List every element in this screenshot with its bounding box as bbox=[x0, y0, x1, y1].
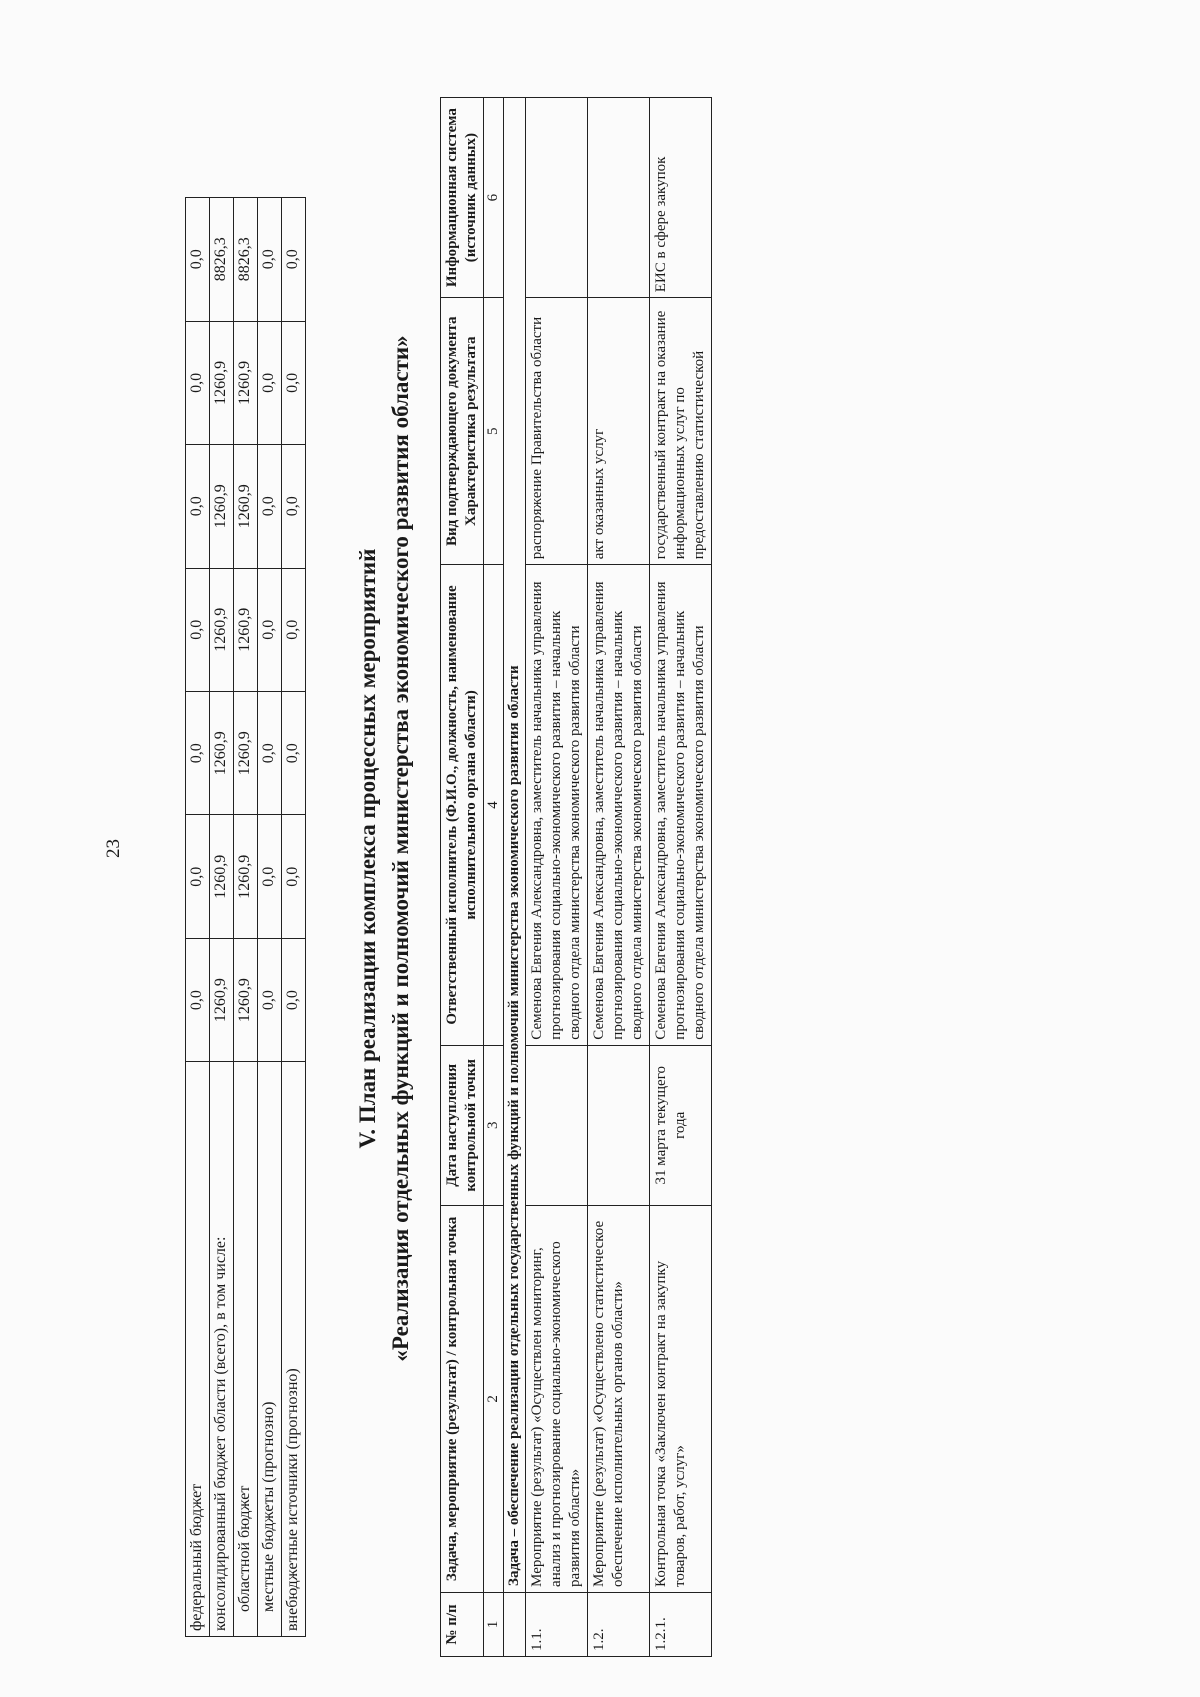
row-task: Мероприятие (результат) «Осуществлен мониторинг, анализ и прогнозирование социально-экономического развития области» bbox=[526, 1205, 588, 1592]
budget-cell: 0,0 bbox=[258, 938, 282, 1061]
header-num: № п/п bbox=[441, 1592, 484, 1656]
budget-cell: 1260,9 bbox=[234, 691, 258, 814]
budget-total-cell: 0,0 bbox=[186, 198, 210, 322]
table-row bbox=[186, 198, 210, 1637]
row-date bbox=[588, 1045, 650, 1205]
row-system bbox=[526, 98, 588, 298]
table-row bbox=[210, 198, 234, 1637]
budget-cell: 0,0 bbox=[186, 445, 210, 568]
budget-cell: 0,0 bbox=[186, 938, 210, 1061]
budget-row-label: местные бюджеты (прогнозно) bbox=[258, 1062, 282, 1637]
page-number: 23 bbox=[103, 839, 124, 858]
row-system bbox=[588, 98, 650, 298]
budget-table bbox=[185, 197, 306, 1637]
budget-total-cell: 0,0 bbox=[282, 198, 306, 322]
row-executor: Семенова Евгения Александровна, заместитель начальника управления прогнозирования социально-экономического развития – начальник сводного отдела министерства экономического развития области bbox=[526, 565, 588, 1046]
budget-cell: 0,0 bbox=[258, 815, 282, 938]
budget-cell: 1260,9 bbox=[210, 321, 234, 444]
column-number: 5 bbox=[484, 298, 504, 565]
row-executor: Семенова Евгения Александровна, заместитель начальника управления прогнозирования социально-экономического развития – начальник сводного отдела министерства экономического развития области bbox=[588, 565, 650, 1046]
budget-cell: 0,0 bbox=[282, 815, 306, 938]
budget-cell: 1260,9 bbox=[210, 568, 234, 691]
header-document: Вид подтверждающего документа Характеристика результата bbox=[441, 298, 484, 565]
budget-cell: 0,0 bbox=[282, 938, 306, 1061]
column-number: 3 bbox=[484, 1045, 504, 1205]
budget-cell: 1260,9 bbox=[210, 815, 234, 938]
row-date bbox=[526, 1045, 588, 1205]
budget-row-label: консолидированный бюджет области (всего), в том числе: bbox=[210, 1062, 234, 1637]
budget-cell: 1260,9 bbox=[234, 815, 258, 938]
plan-table bbox=[440, 97, 712, 1657]
budget-cell: 1260,9 bbox=[234, 938, 258, 1061]
section-subtitle: «Реализация отдельных функций и полномочий министерства экономического развития области» bbox=[388, 335, 413, 1362]
budget-cell: 0,0 bbox=[258, 568, 282, 691]
row-system: ЕИС в сфере закупок bbox=[650, 98, 712, 298]
column-number: 6 bbox=[484, 98, 504, 298]
budget-cell: 1260,9 bbox=[210, 691, 234, 814]
budget-cell: 0,0 bbox=[282, 321, 306, 444]
budget-total-cell: 8826,3 bbox=[210, 198, 234, 322]
column-number-row bbox=[484, 98, 504, 1657]
budget-cell: 0,0 bbox=[258, 691, 282, 814]
row-document: государственный контракт на оказание информационных услуг по предоставлению статистической bbox=[650, 298, 712, 565]
table-row bbox=[234, 198, 258, 1637]
budget-cell: 0,0 bbox=[282, 568, 306, 691]
budget-cell: 0,0 bbox=[258, 445, 282, 568]
budget-cell: 0,0 bbox=[186, 321, 210, 444]
budget-row-label: федеральный бюджет bbox=[186, 1062, 210, 1637]
budget-row-label: внебюджетные источники (прогнозно) bbox=[282, 1062, 306, 1637]
budget-cell: 0,0 bbox=[282, 445, 306, 568]
budget-cell: 0,0 bbox=[258, 321, 282, 444]
task-heading: Задача – обеспечение реализации отдельных государственных функций и полномочий министерства экономического развития области bbox=[504, 98, 526, 1593]
row-document: акт оказанных услуг bbox=[588, 298, 650, 565]
budget-cell: 1260,9 bbox=[234, 568, 258, 691]
task-row bbox=[504, 98, 526, 1657]
row-num: 1.2.1. bbox=[650, 1592, 712, 1656]
row-num: 1.1. bbox=[526, 1592, 588, 1656]
table-row bbox=[650, 98, 712, 1657]
row-task: Мероприятие (результат) «Осуществлено статистическое обеспечение исполнительных органов области» bbox=[588, 1205, 650, 1592]
row-task: Контрольная точка «Заключен контракт на закупку товаров, работ, услуг» bbox=[650, 1205, 712, 1592]
task-row-spacer bbox=[504, 1592, 526, 1656]
row-executor: Семенова Евгения Александровна, заместитель начальника управления прогнозирования социально-экономического развития – начальник сводного отдела министерства экономического развития области bbox=[650, 565, 712, 1046]
budget-total-cell: 8826,3 bbox=[234, 198, 258, 322]
row-document: распоряжение Правительства области bbox=[526, 298, 588, 565]
table-row bbox=[588, 98, 650, 1657]
budget-cell: 1260,9 bbox=[210, 938, 234, 1061]
budget-cell: 1260,9 bbox=[234, 445, 258, 568]
table-row bbox=[258, 198, 282, 1637]
column-number: 1 bbox=[484, 1592, 504, 1656]
budget-row-label: областной бюджет bbox=[234, 1062, 258, 1637]
header-executor: Ответственный исполнитель (Ф.И.О., должность, наименование исполнительного органа области) bbox=[441, 565, 484, 1046]
budget-cell: 0,0 bbox=[282, 691, 306, 814]
column-number: 4 bbox=[484, 565, 504, 1046]
budget-cell: 0,0 bbox=[186, 815, 210, 938]
budget-cell: 1260,9 bbox=[234, 321, 258, 444]
table-row bbox=[526, 98, 588, 1657]
header-system: Информационная система (источник данных) bbox=[441, 98, 484, 298]
row-num: 1.2. bbox=[588, 1592, 650, 1656]
section-title: V. План реализации комплекса процессных мероприятий bbox=[355, 548, 380, 1149]
budget-cell: 0,0 bbox=[186, 691, 210, 814]
budget-cell: 0,0 bbox=[186, 568, 210, 691]
row-date: 31 марта текущего года bbox=[650, 1045, 712, 1205]
header-task: Задача, мероприятие (результат) / контрольная точка bbox=[441, 1205, 484, 1592]
column-number: 2 bbox=[484, 1205, 504, 1592]
budget-total-cell: 0,0 bbox=[258, 198, 282, 322]
budget-cell: 1260,9 bbox=[210, 445, 234, 568]
table-row bbox=[282, 198, 306, 1637]
table-header-row bbox=[441, 98, 484, 1657]
header-date: Дата наступления контрольной точки bbox=[441, 1045, 484, 1205]
